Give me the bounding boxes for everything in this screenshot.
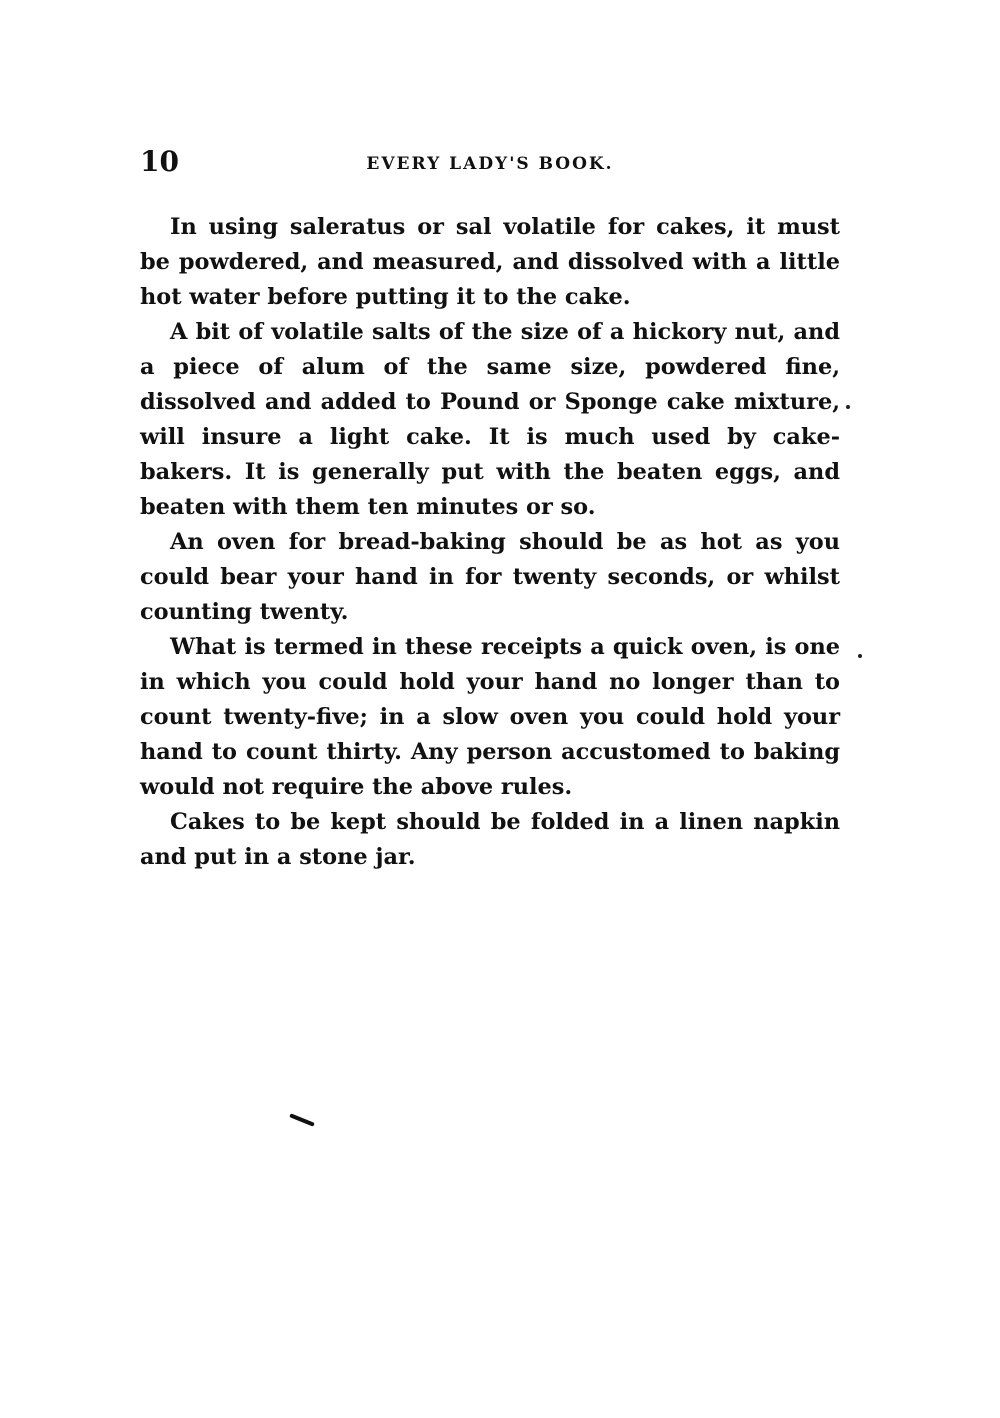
paragraph-quick-oven: What is termed in these receipts a quick oven, is one in which you could hold your hand no longer than to count twenty-five; in a slow oven you could hold your hand to count thirty. Any person accustomed to baking would not require the above rules. xyxy=(140,634,840,800)
margin-dot xyxy=(858,654,862,658)
paragraph-cakes-kept: Cakes to be kept should be folded in a linen napkin and put in a stone jar. xyxy=(140,809,840,870)
page-header xyxy=(140,145,840,184)
paragraph-oven-bread: An oven for bread-baking should be as hot as you could bear your hand in for twenty seconds, or whilst counting twenty. xyxy=(140,529,840,625)
body-text xyxy=(140,210,840,875)
margin-dot xyxy=(846,405,850,409)
stray-ink-mark xyxy=(289,1113,315,1126)
paragraph-volatile-salts: A bit of volatile salts of the size of a hickory nut, and a piece of alum of the same size, powdered fine, dissolved and added to Pound or Sponge cake mixture, will insure a light cake. It is much used by cake-bakers. It is generally put with the beaten eggs, and beaten with them ten minutes or so. xyxy=(140,319,840,520)
page-number: 10 xyxy=(140,145,179,178)
running-title: EVERY LADY'S BOOK. xyxy=(366,154,614,174)
paragraph-saleratus: In using saleratus or sal volatile for cakes, it must be powdered, and measured, and dissolved with a little hot water before putting it to the cake. xyxy=(140,214,840,310)
